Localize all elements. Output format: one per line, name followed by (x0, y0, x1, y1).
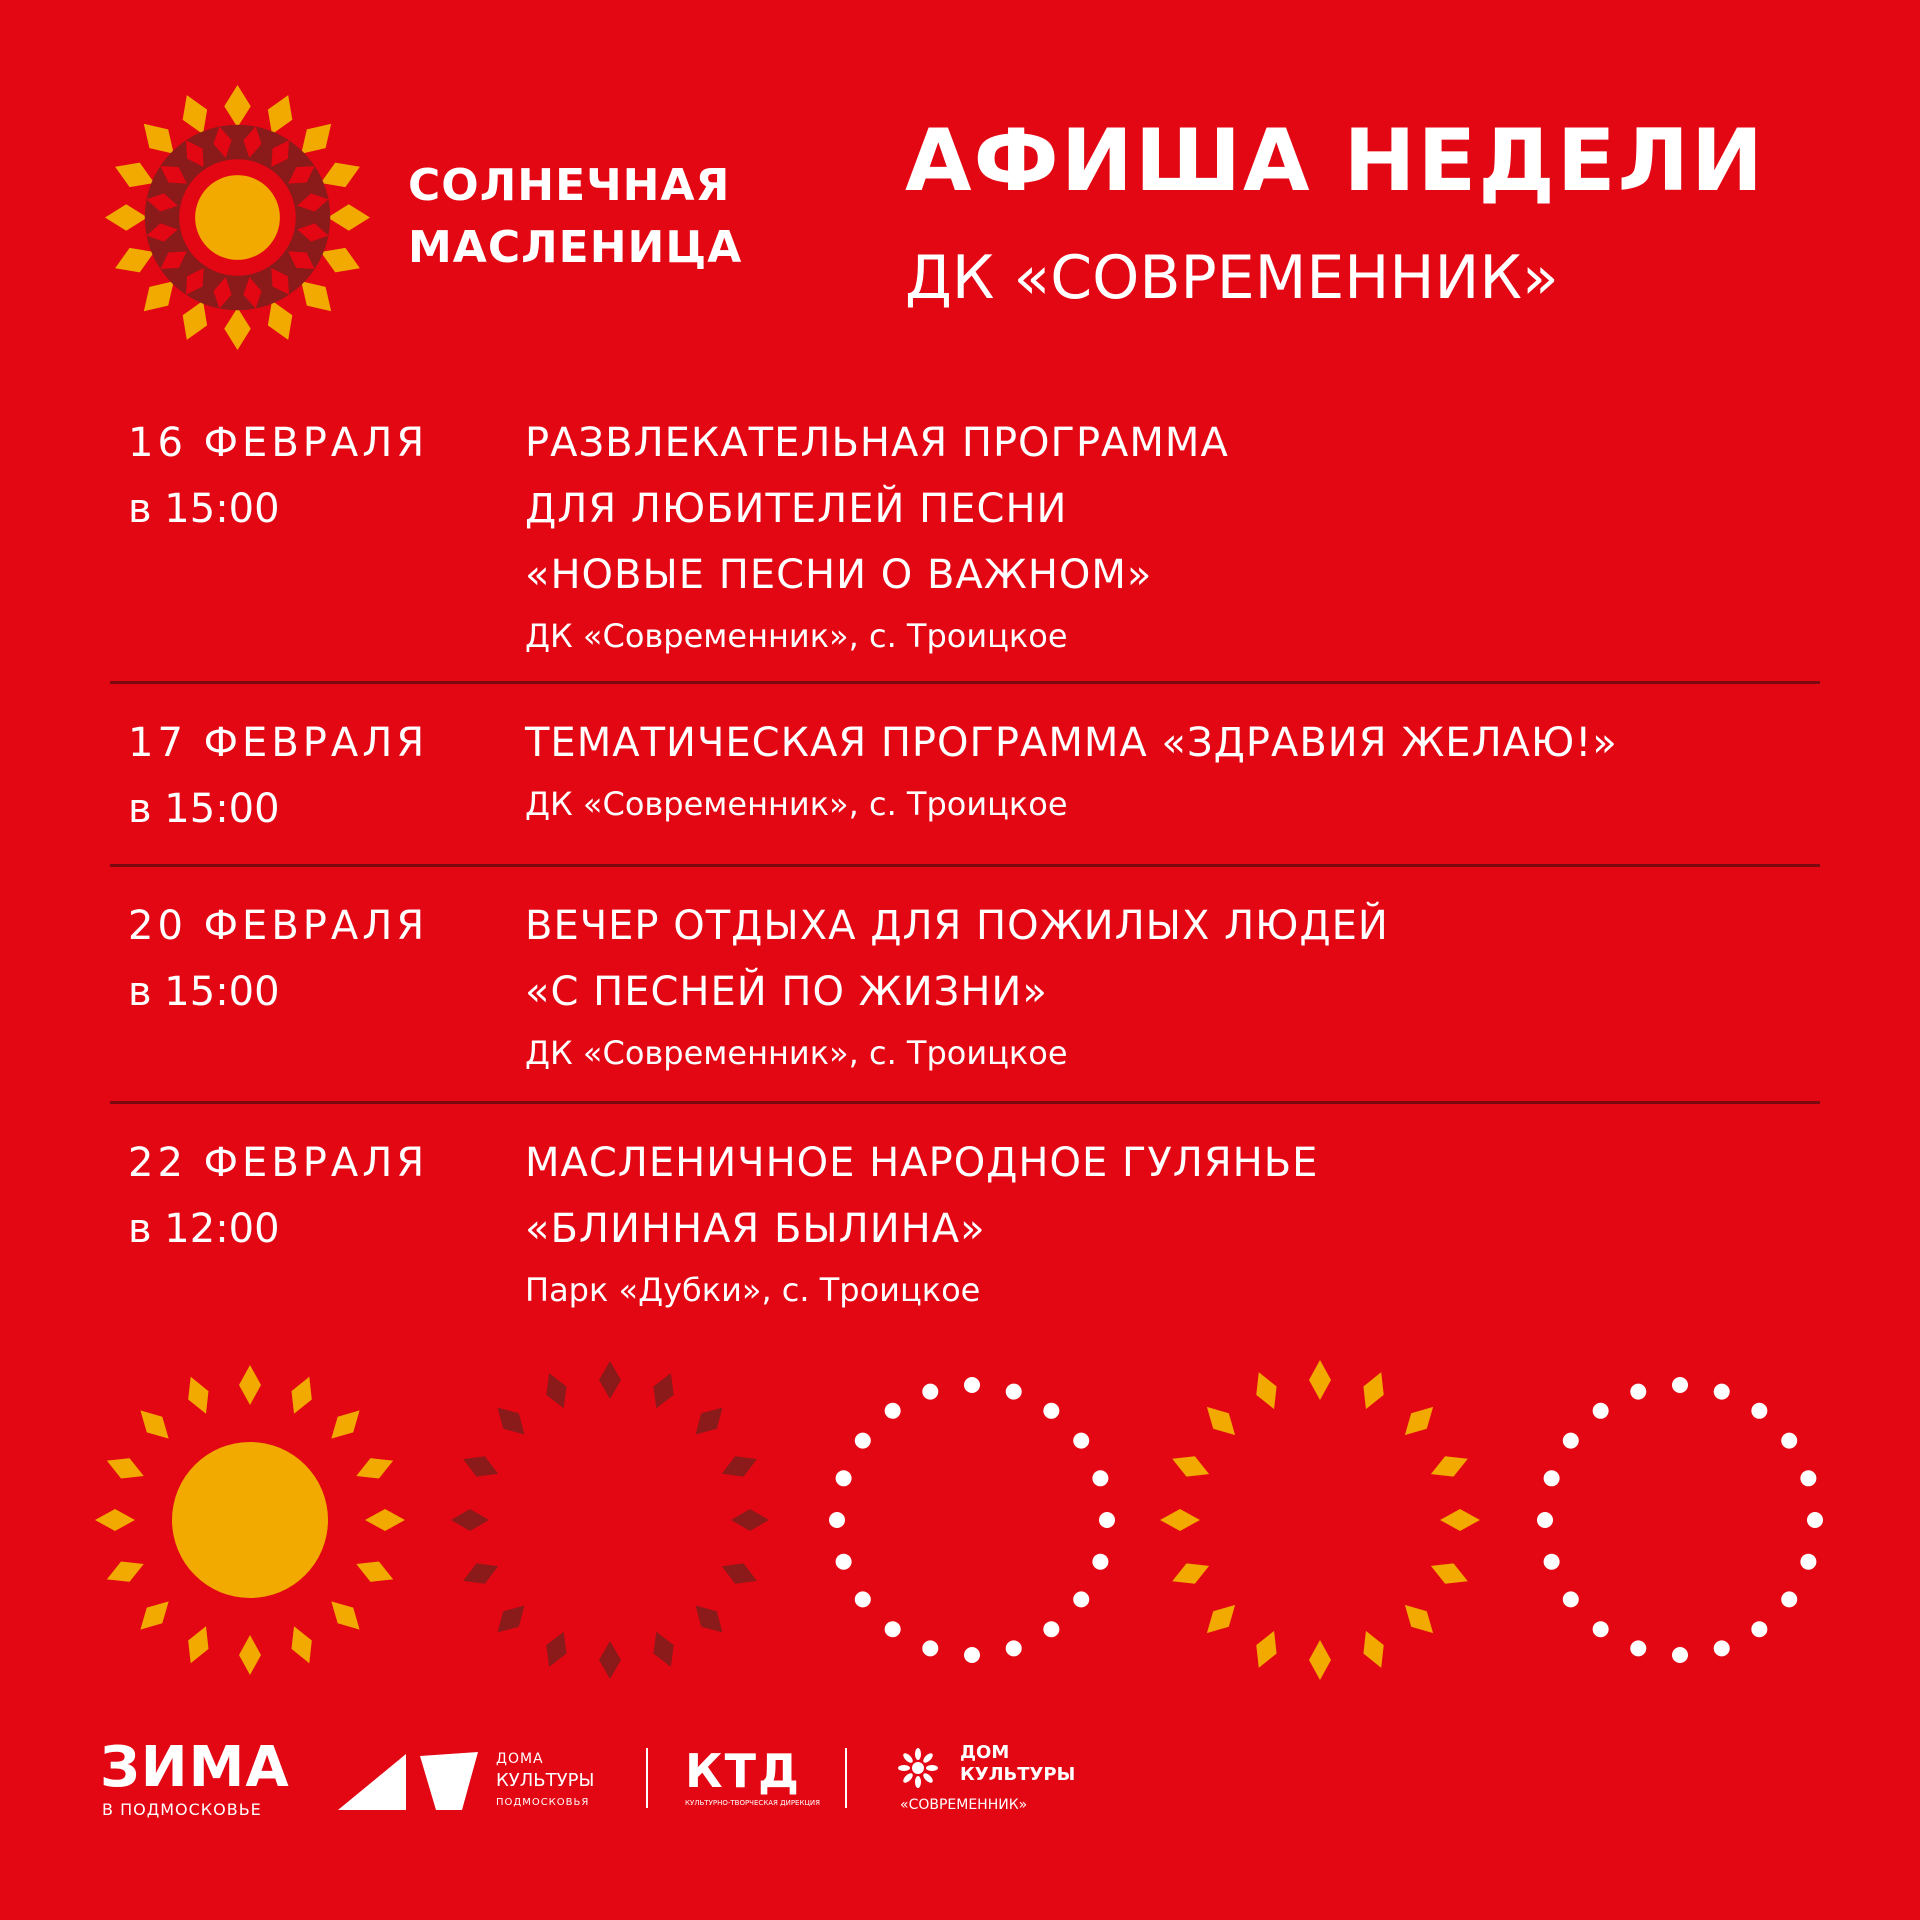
ray-diamond (490, 1400, 532, 1442)
ray-diamond (1199, 1399, 1243, 1443)
ray-diamond (1427, 1556, 1472, 1592)
divider (110, 1101, 1820, 1104)
ray-diamond (718, 1449, 762, 1484)
event-title-line: ДЛЯ ЛЮБИТЕЛЕЙ ПЕСНИ (525, 486, 1068, 532)
ray-diamond (284, 1373, 320, 1418)
ray-diamond (324, 1594, 368, 1638)
ray-diamond (646, 1369, 681, 1413)
ray-diamond (1356, 1368, 1392, 1413)
ray-diamond (133, 1403, 177, 1447)
ray-diamond (688, 1400, 730, 1442)
ray-diamond (599, 1361, 621, 1399)
ray-diamond (181, 1622, 217, 1667)
footer-logos (100, 1735, 1076, 1830)
logo-separator (845, 1748, 847, 1808)
divider (110, 681, 1820, 684)
ray-diamond (224, 308, 251, 350)
event-place: ДК «Современник», с. Троицкое (525, 617, 1068, 655)
ray-diamond (239, 1365, 261, 1405)
event-place: ДК «Современник», с. Троицкое (525, 1034, 1068, 1072)
ray-diamond (1168, 1556, 1213, 1592)
event-title-line: МАСЛЕНИЧНОЕ НАРОДНОЕ ГУЛЯНЬЕ (525, 1140, 1319, 1186)
ray-diamond (1249, 1368, 1285, 1413)
event-date: 16 ФЕВРАЛЯ (128, 420, 429, 466)
sun-darkred-icon (451, 1361, 769, 1679)
event-title-line: «НОВЫЕ ПЕСНИ О ВАЖНОМ» (525, 552, 1153, 598)
ray-diamond (459, 1556, 503, 1591)
event-date: 17 ФЕВРАЛЯ (128, 720, 429, 766)
ray-diamond (181, 1373, 217, 1418)
ray-diamond (328, 204, 370, 231)
ray-diamond (459, 1449, 503, 1484)
zima-logo-icon: ЗИМА (100, 1735, 290, 1800)
ray-diamond (239, 1635, 261, 1675)
ray-diamond (365, 1509, 405, 1531)
ray-diamond (1309, 1360, 1331, 1400)
zima-logo-subtitle: В ПОДМОСКОВЬЕ (102, 1800, 262, 1819)
ray-diamond (1397, 1399, 1441, 1443)
divider (110, 864, 1820, 867)
event-date: 22 ФЕВРАЛЯ (128, 1140, 429, 1186)
ray-diamond (1249, 1627, 1285, 1672)
ray-diamond (352, 1451, 397, 1487)
event-place: ДК «Современник», с. Троицкое (525, 785, 1068, 823)
ray-diamond (1168, 1449, 1213, 1485)
sun-yellow-icon (95, 1365, 405, 1675)
doma-kultury-logo-icon (338, 1750, 488, 1812)
sun-ornament-row (90, 1350, 1830, 1690)
sun-logo-icon (105, 85, 370, 350)
ray-diamond (352, 1554, 397, 1590)
ray-diamond (1199, 1597, 1243, 1641)
event-date: 20 ФЕВРАЛЯ (128, 903, 429, 949)
dot-ring-icon (1537, 1377, 1823, 1663)
ray-diamond (490, 1598, 532, 1640)
ray-diamond (103, 1451, 148, 1487)
event-title-line: РАЗВЛЕКАТЕЛЬНАЯ ПРОГРАММА (525, 420, 1229, 466)
dk-sovremennik-line3: «СОВРЕМЕННИК» (900, 1797, 1028, 1813)
doma-kultury-line3: ПОДМОСКОВЬЯ (496, 1797, 590, 1808)
event-title-line: «БЛИННАЯ БЫЛИНА» (525, 1206, 986, 1252)
event-title-line: ВЕЧЕР ОТДЫХА ДЛЯ ПОЖИЛЫХ ЛЮДЕЙ (525, 903, 1389, 949)
ray-diamond (95, 1509, 135, 1531)
ray-diamond (1309, 1640, 1331, 1680)
ray-diamond (324, 1403, 368, 1447)
event-time: в 15:00 (128, 786, 280, 832)
dk-sovremennik-logo-icon (896, 1746, 940, 1790)
ray-diamond (105, 204, 147, 231)
dk-sovremennik-line1: ДОМ (960, 1742, 1010, 1763)
ray-diamond (646, 1628, 681, 1672)
event-time: в 15:00 (128, 486, 280, 532)
ray-diamond (284, 1622, 320, 1667)
brand-title-line1: СОЛНЕЧНАЯ (408, 160, 731, 211)
ray-diamond (1440, 1509, 1480, 1531)
ktd-logo-subtitle: КУЛЬТУРНО-ТВОРЧЕСКАЯ ДИРЕКЦИЯ (685, 1799, 820, 1807)
sun-rays-icon (1160, 1360, 1480, 1680)
ray-diamond (718, 1556, 762, 1591)
ray-diamond (599, 1641, 621, 1679)
ray-diamond (539, 1369, 574, 1413)
ray-diamond (224, 85, 251, 127)
event-time: в 15:00 (128, 969, 280, 1015)
event-place: Парк «Дубки», с. Троицкое (525, 1271, 981, 1309)
ray-diamond (688, 1598, 730, 1640)
logo-separator (646, 1748, 648, 1808)
brand-title-line2: МАСЛЕНИЦА (408, 222, 743, 273)
dot-ring-icon (829, 1377, 1115, 1663)
ray-diamond (1427, 1449, 1472, 1485)
ray-diamond (1160, 1509, 1200, 1531)
ray-diamond (451, 1509, 489, 1531)
event-time: в 12:00 (128, 1206, 280, 1252)
doma-kultury-line1: ДОМА (496, 1751, 544, 1767)
event-title-line: ТЕМАТИЧЕСКАЯ ПРОГРАММА «ЗДРАВИЯ ЖЕЛАЮ!» (525, 720, 1618, 766)
ray-diamond (1397, 1597, 1441, 1641)
doma-kultury-line2: КУЛЬТУРЫ (496, 1770, 595, 1791)
dk-sovremennik-line2: КУЛЬТУРЫ (960, 1764, 1076, 1785)
ray-diamond (103, 1554, 148, 1590)
ktd-logo-icon: КТД (685, 1744, 801, 1798)
page-title: АФИША НЕДЕЛИ (905, 111, 1766, 211)
event-title-line: «С ПЕСНЕЙ ПО ЖИЗНИ» (525, 969, 1048, 1015)
ray-diamond (731, 1509, 769, 1531)
ray-diamond (1356, 1627, 1392, 1672)
ray-diamond (539, 1628, 574, 1672)
venue-subtitle: ДК «СОВРЕМЕННИК» (905, 243, 1559, 313)
ray-diamond (133, 1594, 177, 1638)
